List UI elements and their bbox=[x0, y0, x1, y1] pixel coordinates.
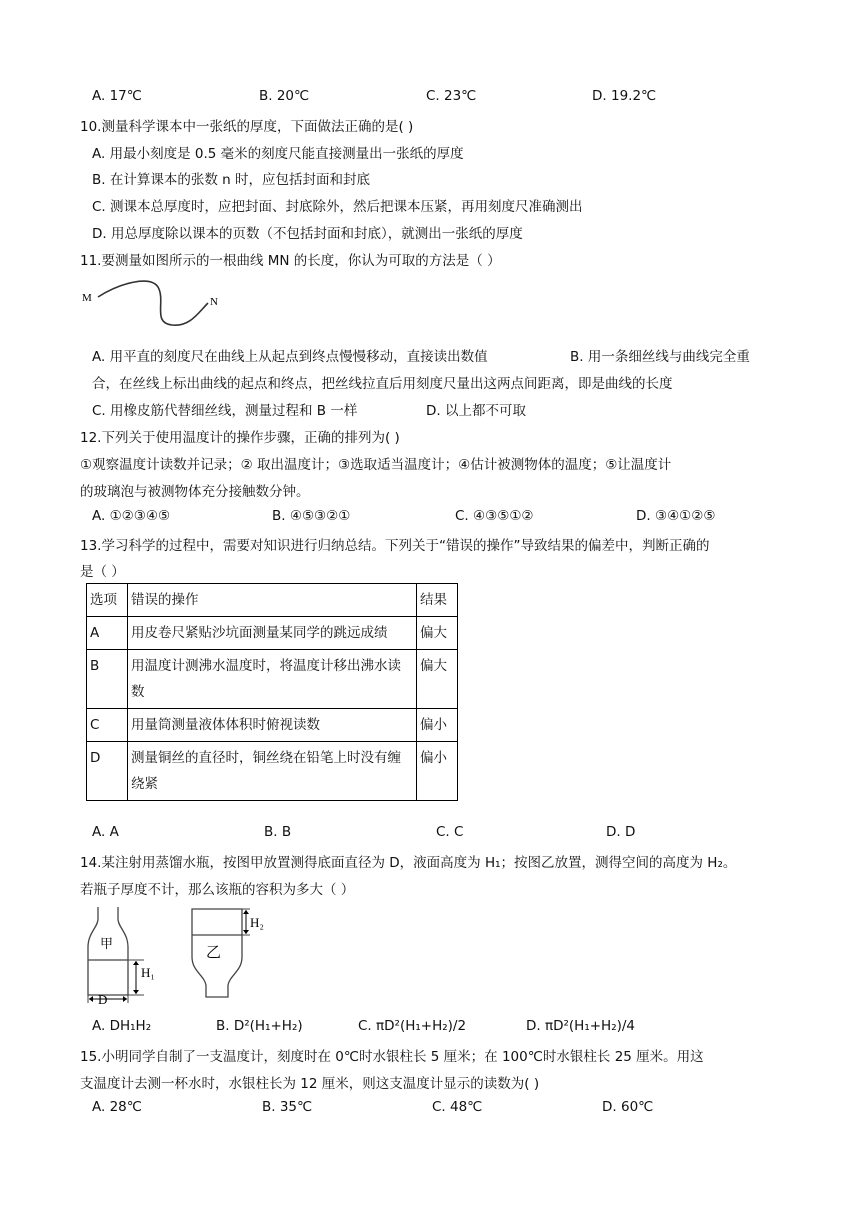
q9-option-d: D. 19.2℃ bbox=[592, 88, 657, 104]
q12-option-c: C. ④③⑤①② bbox=[455, 508, 534, 524]
q9-option-a: A. 17℃ bbox=[92, 88, 142, 104]
table-cell: 用量筒测量液体体积时俯视读数 bbox=[128, 709, 417, 742]
q10-option-c: C. 测课本总厚度时，应把封面、封底除外，然后把课本压紧，再用刻度尺准确测出 bbox=[92, 199, 583, 215]
label-yi: 乙 bbox=[206, 943, 222, 961]
q11-option-d: D. 以上都不可取 bbox=[426, 403, 526, 419]
label-n: N bbox=[210, 296, 218, 308]
q11-option-b-continued: 合，在丝线上标出曲线的起点和终点，把丝线拉直后用刻度尺量出这两点间距离，即是曲线的长度 bbox=[92, 376, 673, 392]
q14-stem-line1: 14.某注射用蒸馏水瓶，按图甲放置测得底面直径为 D，液面高度为 H₁；按图乙放置，测得空间的高度为 H₂。 bbox=[80, 855, 737, 871]
q12-option-d: D. ③④①②⑤ bbox=[636, 508, 716, 524]
q12-option-b: B. ④⑤③②① bbox=[272, 508, 351, 524]
table-cell: B bbox=[87, 650, 128, 709]
q10-option-b: B. 在计算课本的张数 n 时，应包括封面和封底 bbox=[92, 172, 370, 188]
q15-stem-line2: 支温度计去测一杯水时，水银柱长为 12 厘米，则这支温度计显示的读数为( ) bbox=[80, 1076, 540, 1092]
q9-option-c: C. 23℃ bbox=[426, 88, 477, 104]
q10-option-d: D. 用总厚度除以课本的页数（不包括封面和封底），就测出一张纸的厚度 bbox=[92, 226, 523, 242]
q14-option-d: D. πD²(H₁+H₂)/4 bbox=[526, 1018, 636, 1034]
q12-stem: 12.下列关于使用温度计的操作步骤，正确的排列为( ) bbox=[80, 430, 400, 446]
table-row bbox=[87, 709, 458, 742]
curve-mn-figure bbox=[80, 275, 230, 335]
q14-option-a: A. DH₁H₂ bbox=[92, 1018, 152, 1034]
table-header-cell: 选项 bbox=[87, 584, 128, 617]
q15-option-b: B. 35℃ bbox=[262, 1099, 313, 1115]
table-header-cell: 错误的操作 bbox=[128, 584, 417, 617]
q15-option-a: A. 28℃ bbox=[92, 1099, 142, 1115]
q11-option-a: A. 用平直的刻度尺在曲线上从起点到终点慢慢移动，直接读出数值 bbox=[92, 349, 488, 365]
bottle-yi-figure bbox=[190, 905, 280, 1005]
table-header-row bbox=[87, 584, 458, 617]
q11-option-b: B. 用一条细丝线与曲线完全重 bbox=[570, 349, 750, 365]
label-m: M bbox=[82, 292, 92, 304]
q13-table bbox=[86, 583, 458, 801]
table-cell: 偏大 bbox=[417, 617, 458, 650]
q13-option-d: D. D bbox=[606, 824, 636, 840]
label-h2: H₂ bbox=[250, 915, 264, 930]
table-cell: 偏小 bbox=[417, 709, 458, 742]
q14-option-b: B. D²(H₁+H₂) bbox=[216, 1018, 303, 1034]
table-row bbox=[87, 650, 458, 709]
table-header-cell: 结果 bbox=[417, 584, 458, 617]
q13-option-b: B. B bbox=[264, 824, 292, 840]
table-cell: 偏小 bbox=[417, 742, 458, 801]
table-row bbox=[87, 742, 458, 801]
bottle-jia-figure bbox=[84, 905, 164, 1005]
table-cell: 用皮卷尺紧贴沙坑面测量某同学的跳远成绩 bbox=[128, 617, 417, 650]
q13-stem-line1: 13.学习科学的过程中，需要对知识进行归纳总结。下列关于“错误的操作”导致结果的偏差中，判断正确的 bbox=[80, 538, 710, 554]
q12-steps-line2: 的玻璃泡与被测物体充分接触数分钟。 bbox=[80, 484, 310, 500]
label-jia: 甲 bbox=[100, 937, 114, 952]
q15-option-c: C. 48℃ bbox=[432, 1099, 483, 1115]
q14-option-c: C. πD²(H₁+H₂)/2 bbox=[358, 1018, 467, 1034]
table-cell: 测量铜丝的直径时，铜丝绕在铅笔上时没有缠绕紧 bbox=[128, 742, 417, 801]
q10-option-a: A. 用最小刻度是 0.5 毫米的刻度尺能直接测量出一张纸的厚度 bbox=[92, 146, 464, 162]
q13-option-a: A. A bbox=[92, 824, 119, 840]
table-cell: 偏大 bbox=[417, 650, 458, 709]
q11-option-c: C. 用橡皮筋代替细丝线，测量过程和 B 一样 bbox=[92, 403, 358, 419]
q13-option-c: C. C bbox=[436, 824, 464, 840]
table-cell: A bbox=[87, 617, 128, 650]
q12-option-a: A. ①②③④⑤ bbox=[92, 508, 171, 524]
table-cell: C bbox=[87, 709, 128, 742]
table-cell: 用温度计测沸水温度时，将温度计移出沸水读数 bbox=[128, 650, 417, 709]
q15-option-d: D. 60℃ bbox=[602, 1099, 654, 1115]
q14-stem-line2: 若瓶子厚度不计，那么该瓶的容积为多大（ ） bbox=[80, 882, 355, 898]
table-cell: D bbox=[87, 742, 128, 801]
q15-stem-line1: 15.小明同学自制了一支温度计，刻度时在 0℃时水银柱长 5 厘米；在 100℃时水银柱长 25 厘米。用这 bbox=[80, 1049, 704, 1065]
q12-steps-line1: ①观察温度计读数并记录；② 取出温度计；③选取适当温度计；④估计被测物体的温度；⑤让温度计 bbox=[80, 457, 672, 473]
q10-stem: 10.测量科学课本中一张纸的厚度，下面做法正确的是( ) bbox=[80, 119, 414, 135]
q13-stem-line2: 是（ ） bbox=[80, 564, 125, 580]
label-h1: H₁ bbox=[141, 965, 155, 980]
label-d: D bbox=[98, 992, 108, 1007]
q11-stem: 11.要测量如图所示的一根曲线 MN 的长度，你认为可取的方法是（ ） bbox=[80, 253, 501, 269]
table-row bbox=[87, 617, 458, 650]
q9-option-b: B. 20℃ bbox=[259, 88, 310, 104]
